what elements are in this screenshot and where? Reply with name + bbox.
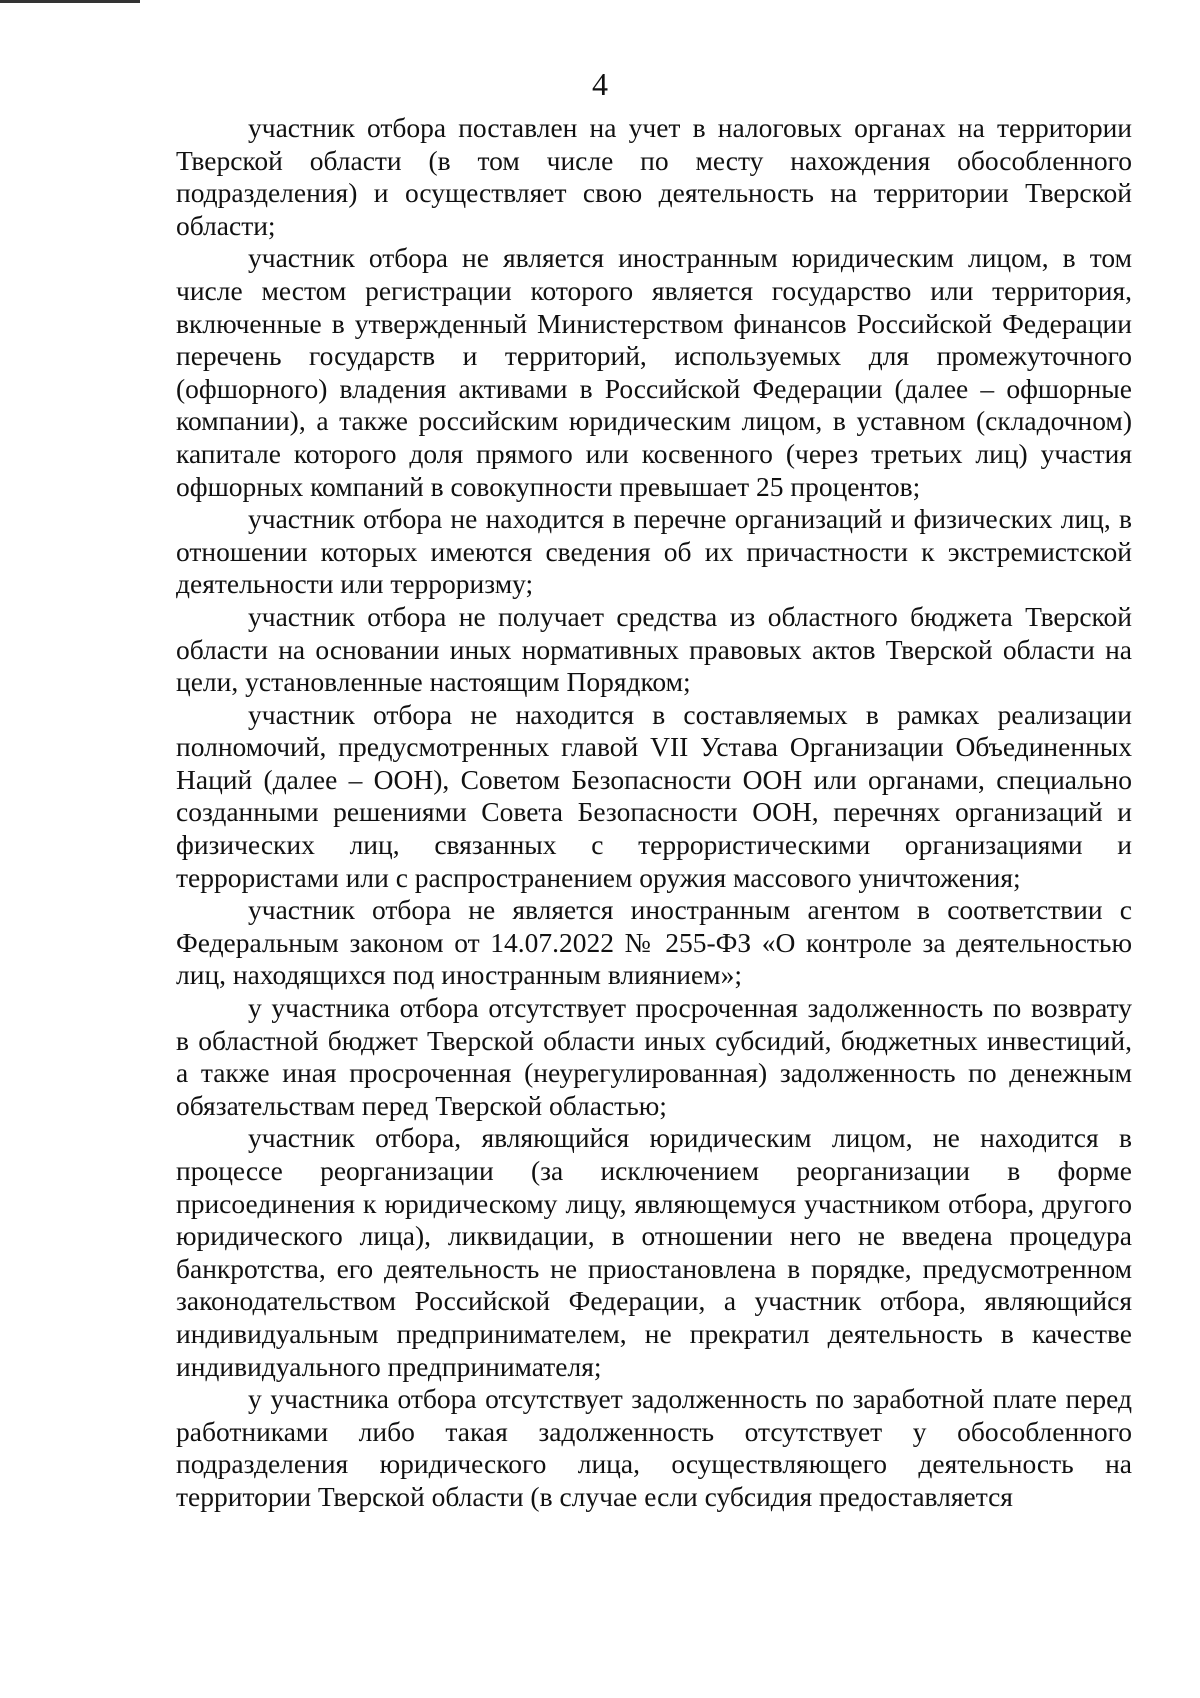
scan-edge-mark bbox=[0, 0, 140, 3]
paragraph-un-sanctions: участник отбора не находится в составляемых в рамках реализации полномочий, предусмотренных главой VII Устава Организации Объединенных Наций (далее – ООН), Советом Безопасности ООН или органами, специально созданными решениями Совета Безопасности ООН, перечнях организаций и физических лиц, связанных с террористическими организациями и террористами или с распространением оружия массового уничтожения; bbox=[176, 698, 1132, 893]
paragraph-foreign-agent: участник отбора не является иностранным агентом в соответствии с Федеральным законом от 14.07.2022 № 255-ФЗ «О контроле за деятельностью лиц, находящихся под иностранным влиянием»; bbox=[176, 894, 1132, 991]
paragraph-foreign-entity: участник отбора не является иностранным юридическим лицом, в том числе местом регистрации которого является государство или территория, включенные в утвержденный Министерством финансов Российской Федерации перечень государств и территорий, используемых для промежуточного (офшорного) владения активами в Российской Федерации (далее – офшорные компании), а также российским юридическим лицом, в уставном (складочном) капитале которого доля прямого или косвенного (через третьих лиц) участия офшорных компаний в совокупности превышает 25 процентов; bbox=[176, 242, 1132, 502]
document-body bbox=[176, 112, 1132, 1514]
paragraph-budget-funds: участник отбора не получает средства из областного бюджета Тверской области на основании иных нормативных правовых актов Тверской области на цели, установленные настоящим Порядком; bbox=[176, 600, 1132, 698]
paragraph-reorganization: участник отбора, являющийся юридическим лицом, не находится в процессе реорганизации (за исключением реорганизации в форме присоединения к юридическому лицу, являющемуся участником отбора, другого юридического лица), ликвидации, в отношении него не введена процедура банкротства, его деятельность не приостановлена в порядке, предусмотренном законодательством Российской Федерации, а участник отбора, являющийся индивидуальным предпринимателем, не прекратил деятельность в качестве индивидуального предпринимателя; bbox=[176, 1122, 1132, 1382]
paragraph-tax-registration: участник отбора поставлен на учет в налоговых органах на территории Тверской области (в том числе по месту нахождения обособленного подразделения) и осуществляет свою деятельность на территории Тверской области; bbox=[176, 112, 1132, 241]
paragraph-wage-debt: у участника отбора отсутствует задолженность по заработной плате перед работниками либо такая задолженность отсутствует у обособленного подразделения юридического лица, осуществляющего деятельность на территории Тверской области (в случае если субсидия предоставляется bbox=[176, 1383, 1132, 1512]
paragraph-extremism-list: участник отбора не находится в перечне организаций и физических лиц, в отношении которых имеются сведения об их причастности к экстремистской деятельности или терроризму; bbox=[176, 503, 1132, 600]
page-number: 4 bbox=[592, 66, 608, 102]
paragraph-overdue-debt: у участника отбора отсутствует просроченная задолженность по возврату в областной бюджет Тверской области иных субсидий, бюджетных инвестиций, а также иная просроченная (неурегулированная) задолженность по денежным обязательствам перед Тверской областью; bbox=[176, 992, 1132, 1121]
